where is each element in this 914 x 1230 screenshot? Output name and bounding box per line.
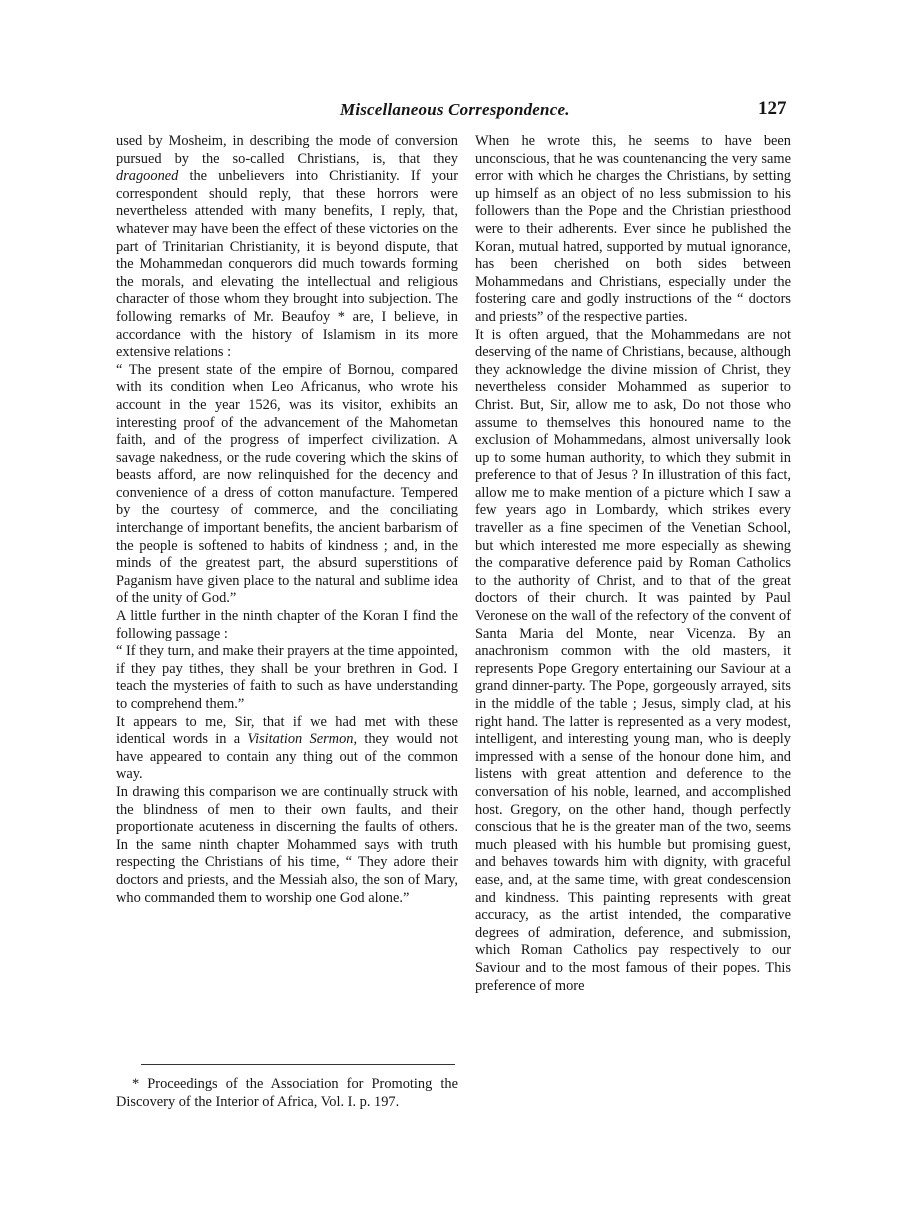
footnote	[116, 1076, 458, 1111]
right-column	[475, 133, 791, 995]
left-paragraph-3: It appears to me, Sir, that if we had met with these identical words in a Visitation Sermon, they would not have appeared to contain any thing out of the common way.	[116, 713, 458, 783]
left-paragraph-2: A little further in the ninth chapter of the Koran I find the following passage :	[116, 608, 458, 642]
page-number: 127	[758, 98, 787, 119]
right-paragraph-2: It is often argued, that the Mohammedans are not deserving of the name of Christians, because, although they acknowledge the divine mission of Christ, they nevertheless consider Mohammed as superior to Christ. But, Sir, allow me to ask, Do not those who assume to themselves this honoured name to the exclusion of Mohammedans, almost universally look up to some human authority, to which they submit in preference to that of Jesus ? In illustration of this fact, allow me to make mention of a picture which I saw a few years ago in Lombardy, which strikes every traveller as a fine specimen of the Venetian School, but which interested me more especially as shewing the comparative deference paid by Roman Catholics to the authority of Christ, and to that of the great doctors of their church. It was painted by Paul Veronese on the wall of the refectory of the convent of Santa Maria del Monte, near Vicenza. By an anachronism common with the old masters, it represents Pope Gregory entertaining our Saviour at a grand dinner-party. The Pope, gorgeously arrayed, sits in the middle of the table ; Jesus, simply clad, at his right hand. The latter is represented as a very modest, intelligent, and interesting young man, who is deeply impressed with a sense of the honour done him, and listens with great attention and deference to the conversation of his noble, learned, and accomplished host. Gregory, on the other hand, though perfectly conscious that he is the greater man of the two, seems much pleased with his humble but promising guest, and behaves towards him with dignity, with graceful ease, and, at the same time, with great condescension and kindness. This painting represents with great accuracy, as the artist intended, the comparative degrees of admiration, deference, and submission, which Roman Catholics pay respectively to our Saviour and to the most famous of their popes. This preference of more	[475, 326, 791, 994]
footnote-rule	[141, 1064, 455, 1065]
left-paragraph-1: used by Mosheim, in describing the mode of conversion pursued by the so-called Christians, is, that they dragooned the unbelievers into Christianity. If your correspondent should reply, that these horrors were nevertheless attended with many benefits, I reply, that, whatever may have been the effect of these victories on the part of Trinitarian Christianity, it is beyond dispute, that the Mohammedan conquerors did much towards forming the morals, and elevating the intellectual and religious character of those whom they brought into subjection. The following remarks of Mr. Beaufoy * are, I believe, in accordance with the history of Islamism in its more extensive relations :	[116, 133, 458, 361]
left-paragraph-4: In drawing this comparison we are continually struck with the blindness of men to their own faults, and their proportionate acuteness in discerning the faults of others. In the same ninth chapter Mohammed says with truth respecting the Christians of his time, “ They adore their doctors and priests, and the Messiah also, the son of Mary, who commanded them to worship one God alone.”	[116, 783, 458, 906]
left-quote-koran: “ If they turn, and make their prayers at the time appointed, if they pay tithes, they shall be your brethren in God. I teach the mysteries of faith to such as have understanding to comprehend them.”	[116, 643, 458, 712]
left-quote-bornou: “ The present state of the empire of Bornou, compared with its condition when Leo Africanus, who wrote his account in the year 1526, was its visitor, exhibits an interesting proof of the advancement of the Mahometan faith, and of the progress of imperfect civilization. A savage nakedness, or the rude covering which the skins of beasts afford, are now relinquished for the decency and convenience of a dress of cotton manufacture. Tempered by the courtesy of commerce, and the conciliating interchange of important benefits, the ancient barbarism of the people is softened to habits of kindness ; and, in the minds of the greatest part, the absurd superstitions of Paganism have given place to the natural and sublime idea of the unity of God.”	[116, 361, 458, 607]
right-paragraph-1: When he wrote this, he seems to have been unconscious, that he was countenancing the very same error with which he charges the Christians, by setting up himself as an object of no less submission to his followers than the Pope and the Christian priesthood were to their adherents. Ever since he published the Koran, mutual hatred, supported by mutual ignorance, has been cherished on both sides between Mohammedans and Christians, especially under the fostering care and godly instructions of the “ doctors and priests” of the respective parties.	[475, 133, 791, 325]
footnote-text: * Proceedings of the Association for Promoting the Discovery of the Interior of Africa, Vol. I. p. 197.	[116, 1076, 458, 1110]
running-head: Miscellaneous Correspondence.	[340, 100, 570, 119]
left-column	[116, 133, 458, 907]
